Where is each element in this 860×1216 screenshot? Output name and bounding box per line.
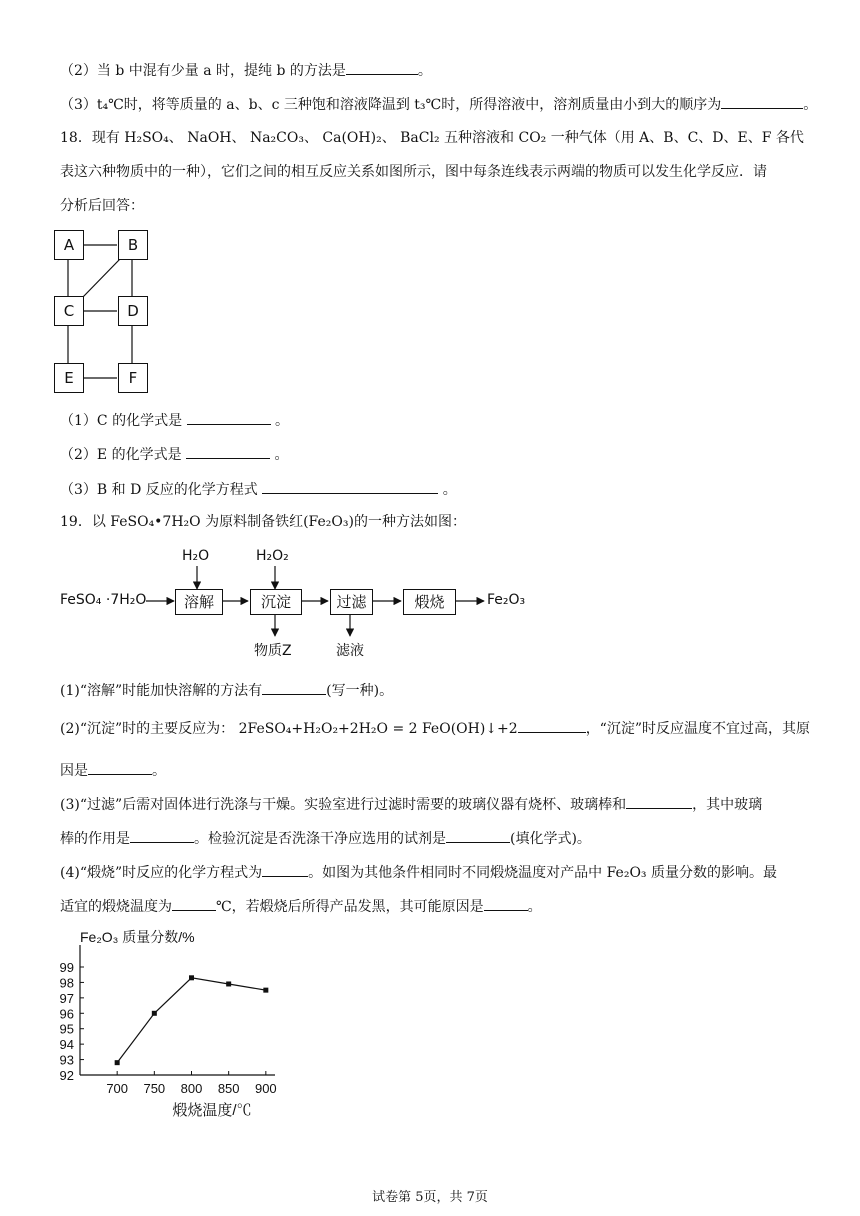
y-tick-label: 92 — [59, 1068, 74, 1083]
y-tick-label: 94 — [59, 1037, 74, 1053]
q17-line-3-end: 。 — [803, 97, 818, 113]
y-tick-label: 97 — [59, 990, 74, 1006]
q19-part-3a-end: ，其中玻璃 — [692, 797, 763, 813]
y-tick-label: 96 — [59, 1006, 74, 1022]
q19-part-3b-end: (填化学式)。 — [510, 831, 591, 847]
q19-part-2c-end: 。 — [152, 763, 166, 779]
q18-sub-1-text: （1）C 的化学式是 — [60, 413, 183, 429]
x-tick-label: 750 — [143, 1081, 166, 1096]
node-b: B — [118, 230, 148, 260]
y-tick-label: 93 — [59, 1052, 74, 1068]
x-tick-label: 900 — [254, 1081, 277, 1096]
q19-part-3b-text: 棒的作用是 — [60, 831, 130, 847]
flow-input-peroxide: H₂O₂ — [256, 548, 289, 564]
node-e: E — [54, 363, 84, 393]
node-f: F — [118, 363, 148, 393]
data-point — [115, 1060, 120, 1065]
x-tick-label: 700 — [106, 1081, 129, 1096]
data-point — [263, 988, 268, 993]
q19-part-4b-text: 适宜的煅烧温度为 — [60, 899, 172, 915]
q17-line-2-text: （2）当 b 中混有少量 a 时，提纯 b 的方法是 — [60, 63, 346, 79]
flow-step-precipitate: 沉淀 — [250, 589, 302, 615]
data-point — [152, 1011, 157, 1016]
q19-part-4b-end: 。 — [527, 899, 542, 915]
q17-line-2-end: 。 — [417, 63, 432, 79]
x-tick-label: 850 — [217, 1081, 240, 1096]
q19-title: 19．以 FeSO₄•7H₂O 为原料制备铁红(Fe₂O₃)的一种方法如图： — [60, 514, 466, 530]
q19-part-1-text: (1)“溶解”时能加快溶解的方法有 — [60, 683, 263, 699]
y-tick-label: 99 — [59, 960, 74, 975]
y-tick-label: 95 — [59, 1021, 74, 1037]
q19-part-4a-text: (4)“煅烧”时反应的化学方程式为 — [60, 865, 263, 881]
flow-step-filter: 过滤 — [330, 589, 373, 615]
q19-part-2-text: ，“沉淀”时反应温度不宜过高，其原 — [585, 721, 811, 737]
q18-sub-3-end: 。 — [442, 482, 457, 498]
q18-line-3: 分析后回答： — [60, 198, 144, 214]
q18-sub-3-text: （3）B 和 D 反应的化学方程式 — [60, 482, 258, 498]
data-point — [226, 981, 231, 986]
page-footer: 试卷第 5页，共 7页 — [372, 1190, 488, 1205]
flow-input-water: H₂O — [182, 548, 210, 564]
q19-part-1-end: (写一种)。 — [326, 683, 394, 699]
q18-line-2: 表这六种物质中的一种），它们之间的相互反应关系如图所示，图中每条连线表示两端的物质可以发生化学反应．请 — [60, 164, 767, 180]
q18-sub-2-text: （2）E 的化学式是 — [60, 447, 182, 463]
series-line — [117, 978, 266, 1063]
node-a: A — [54, 230, 84, 260]
q17-line-3-text: （3）t₄℃时，将等质量的 a、b、c 三种饱和溶液降温到 t₃℃时，所得溶液中，溶剂质量由小到大的顺序为 — [60, 97, 722, 113]
flow-output-filtrate: 滤液 — [336, 643, 364, 659]
q19-part-2c-text: 因是 — [60, 763, 88, 779]
y-axis-label: Fe₂O₃ 质量分数/% — [80, 929, 195, 945]
node-c: C — [54, 296, 84, 326]
node-d: D — [118, 296, 148, 326]
q19-part-3b-mid: 。检验沉淀是否洗涤干净应选用的试剂是 — [194, 831, 446, 847]
flow-output-substance-z: 物质Z — [254, 643, 292, 659]
q19-part-3a-text: (3)“过滤”后需对固体进行洗涤与干燥。实验室进行过滤时需要的玻璃仪器有烧杯、玻璃棒和 — [60, 797, 627, 813]
flow-step-calcine: 煅烧 — [403, 589, 456, 615]
y-tick-label: 98 — [59, 975, 74, 991]
data-point — [189, 975, 194, 980]
q18-sub-2-end: 。 — [274, 447, 289, 463]
flow-start: FeSO₄ ·7H₂O — [60, 592, 147, 608]
q19-part-4b-mid: ℃，若煅烧后所得产品发黑，其可能原因是 — [216, 899, 484, 915]
flow-step-dissolve: 溶解 — [175, 589, 223, 615]
flow-product: Fe₂O₃ — [487, 592, 526, 608]
q19-part-2-equation: (2)“沉淀”时的主要反应为： 2FeSO₄+H₂O₂+2H₂O = 2 FeO(OH)↓+2 — [60, 721, 518, 737]
q18-sub-1-end: 。 — [274, 413, 289, 429]
q18-line-1: 18．现有 H₂SO₄、 NaOH、 Na₂CO₃、 Ca(OH)₂、 BaCl₂ 五种溶液和 CO₂ 一种气体（用 A、B、C、D、E、F 各代 — [60, 130, 804, 146]
x-tick-label: 800 — [180, 1081, 203, 1096]
x-axis-label: 煅烧温度/℃ — [172, 1102, 252, 1119]
q19-part-4a-end: 。如图为其他条件相同时不同煅烧温度对产品中 Fe₂O₃ 质量分数的影响。最 — [308, 865, 777, 881]
